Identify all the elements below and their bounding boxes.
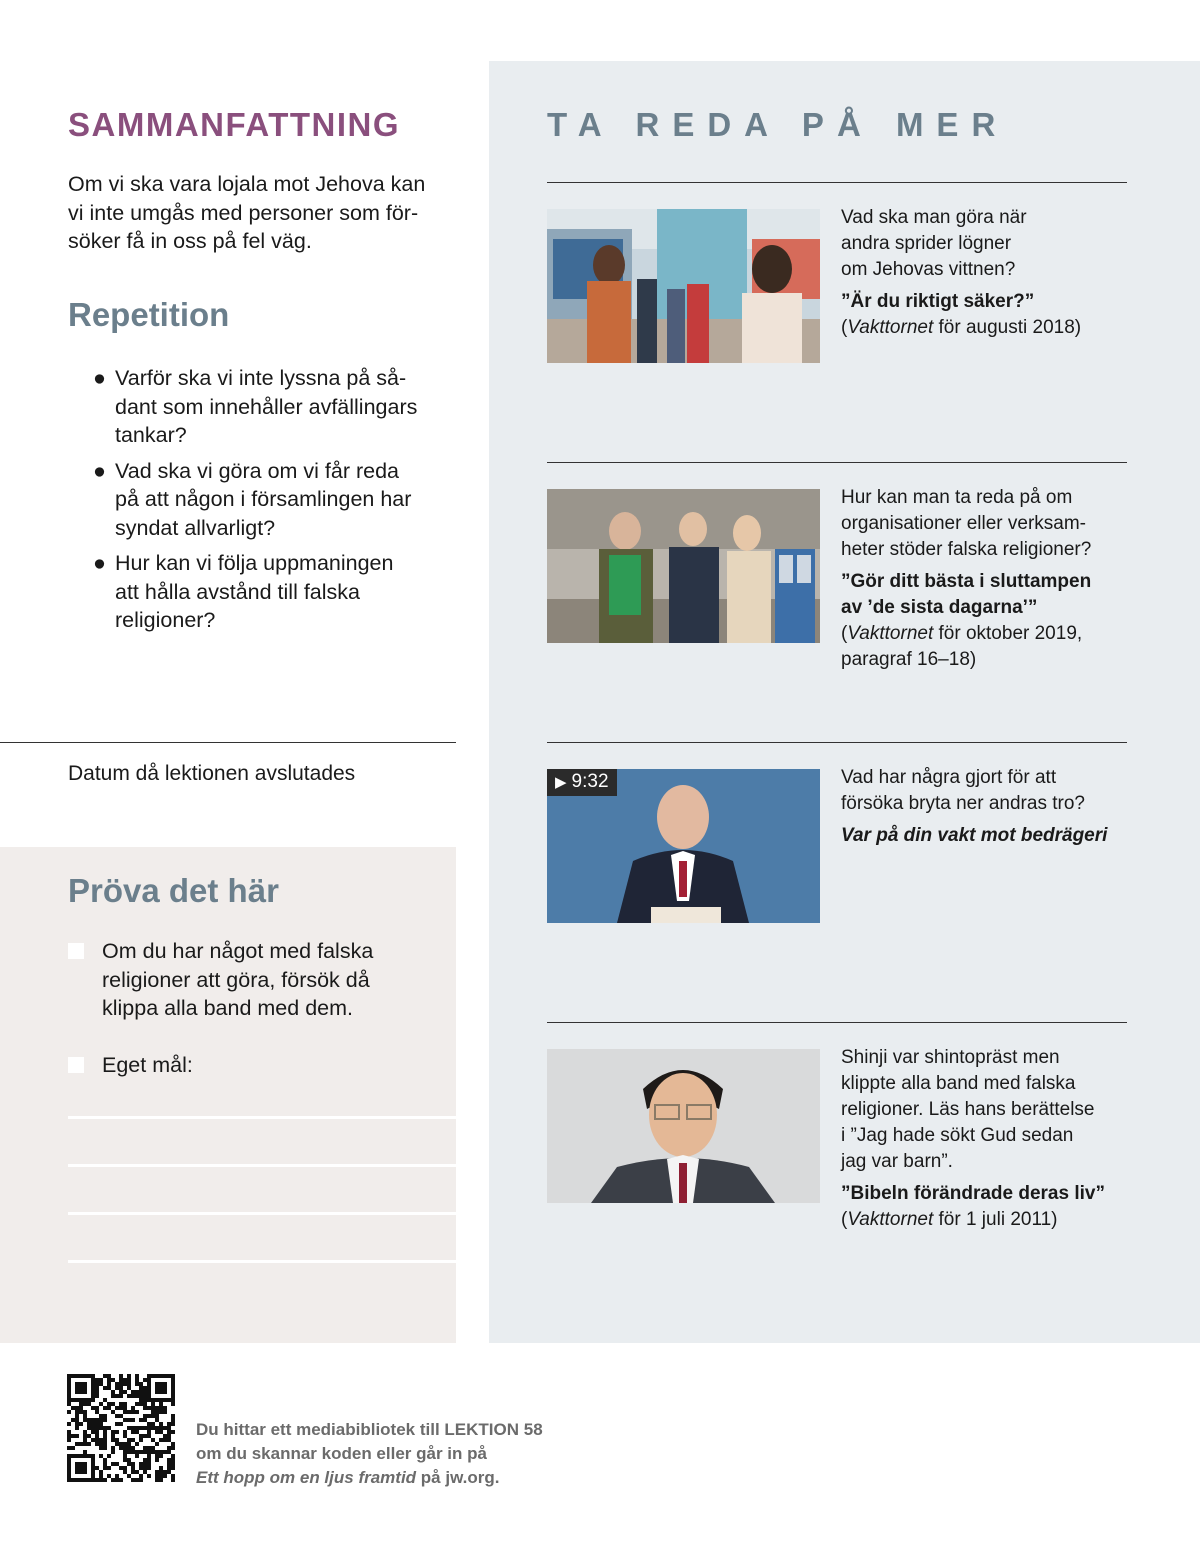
goal-writing-line[interactable]	[68, 1260, 456, 1263]
list-item-line: tankar?	[115, 423, 187, 447]
resource-title-link[interactable]: ”Bibeln förändrade deras liv”	[841, 1183, 1105, 1204]
list-item-line: syndat allvarligt?	[115, 515, 276, 540]
try-this-title: Pröva det här	[68, 872, 279, 909]
try-item-line: klippa alla band med dem.	[102, 996, 353, 1020]
resource-question: Hur kan man ta reda på om	[841, 487, 1073, 508]
try-this-box	[0, 847, 456, 1343]
resource-source: (Vakttornet för oktober 2019,	[841, 623, 1083, 644]
summary-title: SAMMANFATTNING	[68, 106, 401, 143]
resource-source: (Vakttornet för augusti 2018)	[841, 317, 1082, 338]
checkbox[interactable]	[68, 943, 84, 959]
try-item	[68, 937, 418, 1023]
divider	[547, 1022, 1127, 1023]
resource-question: klippte alla band med falska	[841, 1073, 1076, 1094]
divider	[547, 182, 1127, 183]
resource-question: andra sprider lögner	[841, 233, 1012, 254]
goal-writing-line[interactable]	[68, 1116, 456, 1119]
find-out-more-title: TA REDA PÅ MER	[547, 106, 1009, 143]
resource-title-link[interactable]: Var på din vakt mot bedrägeri	[841, 825, 1108, 846]
resource-question: organisationer eller verksam-	[841, 513, 1086, 534]
completion-date-label: Datum då lektionen avslutades	[68, 762, 356, 785]
list-item-line: på att någon i församlingen har	[115, 487, 412, 511]
resource-question: heter stöder falska religioner?	[841, 539, 1092, 560]
resource-source: paragraf 16–18)	[841, 649, 977, 670]
footer-line: Du hittar ett mediabibliotek till LEKTION 58	[196, 1420, 543, 1439]
summary-line: vi inte umgås med personer som för-	[68, 200, 419, 225]
try-item-line: Eget mål:	[102, 1053, 193, 1077]
resource-source: (Vakttornet för 1 juli 2011)	[841, 1209, 1058, 1230]
summary-line: söker få in oss på fel väg.	[68, 229, 312, 253]
resource-item	[841, 765, 1141, 849]
resource-question: religioner. Läs hans berättelse	[841, 1099, 1095, 1120]
list-item	[93, 364, 453, 450]
try-item-own-goal	[68, 1051, 418, 1080]
portrait-man-image[interactable]	[547, 1049, 820, 1203]
resource-question: försöka bryta ner andras tro?	[841, 793, 1085, 814]
summary-line: Om vi ska vara lojala mot Jehova kan	[68, 172, 426, 196]
speaker-at-lectern-image[interactable]	[547, 769, 820, 923]
list-item-line: dant som innehåller avfällingars	[115, 394, 418, 419]
list-item	[93, 549, 453, 635]
list-item	[93, 457, 453, 543]
list-item-line: Hur kan vi följa uppmaningen	[115, 551, 394, 575]
qr-code-icon[interactable]	[67, 1374, 175, 1482]
resource-item	[841, 485, 1136, 673]
resource-title-link[interactable]: ”Är du riktigt säker?”	[841, 291, 1035, 312]
play-icon: ▶	[555, 774, 567, 791]
resource-question: jag var barn”.	[841, 1151, 953, 1172]
list-item-line: att hålla avstånd till falska	[115, 579, 360, 604]
checkbox[interactable]	[68, 1057, 84, 1073]
resource-item	[841, 1045, 1131, 1233]
resource-question: Shinji var shintopräst men	[841, 1047, 1060, 1068]
list-item-line: Varför ska vi inte lyssna på så-	[115, 366, 407, 390]
goal-writing-line[interactable]	[68, 1212, 456, 1215]
goal-writing-line[interactable]	[68, 1164, 456, 1167]
video-duration-badge: ▶ 9:32	[547, 769, 617, 796]
list-item-line: religioner?	[115, 608, 216, 632]
bullet-icon: ●	[93, 551, 106, 575]
resource-question: i ”Jag hade sökt Gud sedan	[841, 1125, 1074, 1146]
resource-title-link[interactable]: ”Gör ditt bästa i sluttampen av ’de sista dagarna’”	[841, 571, 1092, 618]
bullet-icon: ●	[93, 458, 106, 483]
divider	[547, 462, 1127, 463]
divider	[0, 742, 456, 743]
summary-text	[68, 170, 458, 256]
resource-question: om Jehovas vittnen?	[841, 259, 1016, 280]
resource-item	[841, 205, 1131, 341]
repetition-list	[93, 364, 453, 642]
divider	[547, 742, 1127, 743]
try-item-line: Om du har något med falska	[102, 939, 374, 963]
bullet-icon: ●	[93, 366, 106, 390]
footer-line: Ett hopp om en ljus framtid på jw.org.	[196, 1468, 500, 1487]
street-literature-cart-image[interactable]	[547, 489, 820, 643]
try-item-line: religioner att göra, försök då	[102, 967, 370, 992]
crowd-with-phones-image[interactable]	[547, 209, 820, 363]
footer-line: om du skannar koden eller går in på	[196, 1444, 487, 1463]
footer-media-library-note	[196, 1418, 543, 1490]
list-item-line: Vad ska vi göra om vi får reda	[115, 458, 400, 483]
repetition-title: Repetition	[68, 296, 230, 333]
resource-question: Vad ska man göra när	[841, 207, 1027, 228]
resource-question: Vad har några gjort för att	[841, 767, 1057, 788]
